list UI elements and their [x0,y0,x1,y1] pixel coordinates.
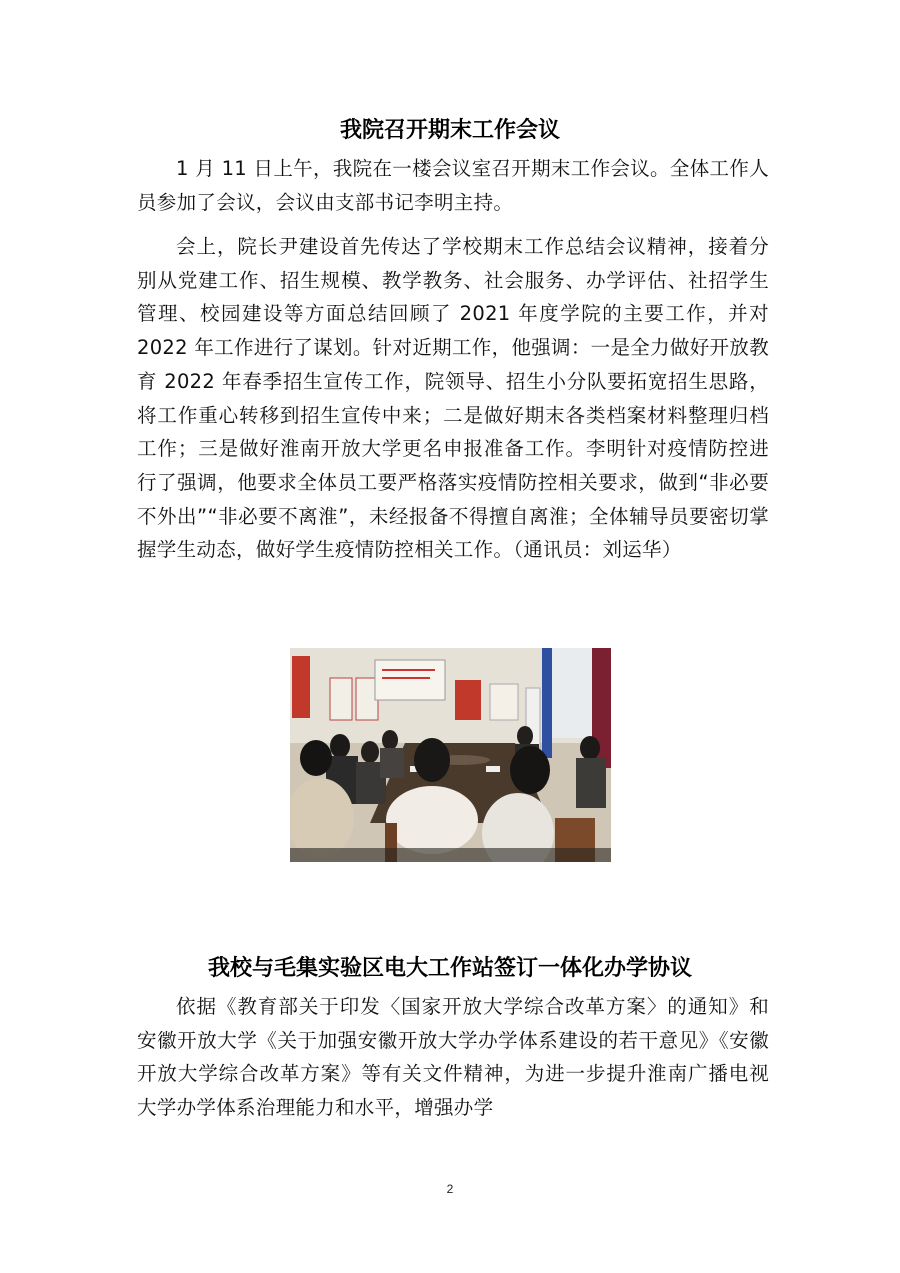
article-title: 我校与毛集实验区电大工作站签订一体化办学协议 [207,955,692,981]
page-number: 2 [446,1182,454,1196]
article-paragraph: 依据《教育部关于印发〈国家开放大学综合改革方案〉的通知》和安徽开放大学《关于加强安徽开放大学办学体系建设的若干意见》《安徽开放大学综合改革方案》等有关文件精神，为进一步提升淮南广播电视大学办学体系治理能力和水平，增强办学 [137,995,769,1120]
article-title: 我院召开期末工作会议 [339,117,560,143]
article-paragraph: 会上，院长尹建设首先传达了学校期末工作总结会议精神，接着分别从党建工作、招生规模、教学教务、社会服务、办学评估、社招学生管理、校园建设等方面总结回顾了 2021 年度学院的主要工作，并对 2022 年工作进行了谋划。针对近期工作，他强调：一是全力做好开放教育 2022 年春季招生宣传工作，院领导、招生小分队要拓宽招生思路，将工作重心转移到招生宣传中来；二是做好期末各类档案材料整理归档工作；三是做好淮南开放大学更名申报准备工作。李明针对疫情防控进行了强调，他要求全体员工要严格落实疫情防控相关要求，做到“非必要不外出”“非必要不离淮”，未经报备不得擅自离淮；全体辅导员要密切掌握学生动态，做好学生疫情防控相关工作。（通讯员：刘运华） [137,235,769,562]
article-paragraph: 1 月 11 日上午，我院在一楼会议室召开期末工作会议。全体工作人员参加了会议，会议由支部书记李明主持。 [137,157,769,214]
meeting-photo [290,648,611,862]
